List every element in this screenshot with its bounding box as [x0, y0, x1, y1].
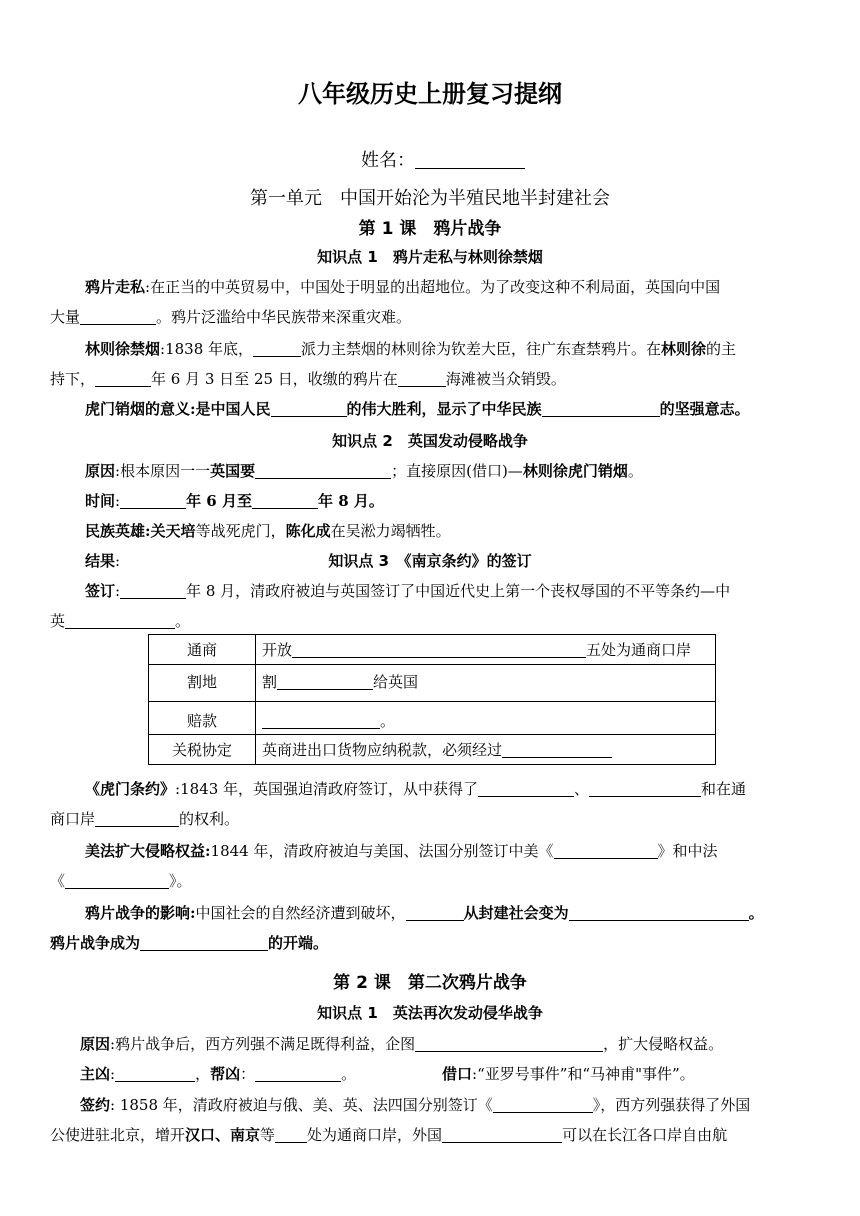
para-bold-text: 汉口、南京: [185, 1126, 261, 1144]
para-text: :: [110, 1065, 116, 1083]
para-text: 英: [50, 612, 66, 630]
fill-blank: [292, 642, 586, 658]
para-bold-text: 林则徐: [661, 340, 707, 358]
para-war-time: [85, 490, 384, 511]
table-key-cell: 割地: [149, 665, 256, 702]
para-text: :: [115, 552, 121, 570]
fill-blank: [80, 309, 156, 325]
para-text: 商口岸: [50, 810, 96, 828]
table-value-cell: [256, 735, 716, 765]
fill-blank: [271, 401, 347, 417]
para-pretext: [442, 1063, 695, 1084]
cell-text: 。: [380, 712, 396, 730]
para-second-war-cause: [80, 1033, 723, 1054]
fill-blank: [120, 493, 186, 509]
para-text: 。: [748, 904, 764, 922]
table-row: [149, 702, 716, 735]
para-text: 。: [175, 612, 191, 630]
fill-blank: [502, 742, 612, 758]
para-text: 年 8 月，清政府被迫与英国签订了中国近代史上第一个丧权辱国的不平等条约—中: [186, 582, 731, 600]
fill-blank: [275, 1127, 307, 1143]
para-text: :鸦片战争后，西方列强不满足既得利益，企图: [110, 1035, 416, 1053]
fill-blank: [478, 781, 574, 797]
para-text: 派力主禁烟的林则徐为钦差大臣，往广东查禁鸦片。在: [301, 340, 662, 358]
nanjing-treaty-table: [148, 634, 716, 765]
para-text: 》，西方列强获得了外国: [592, 1096, 751, 1114]
fill-blank: [415, 1036, 603, 1052]
para-label: 原因: [85, 462, 116, 480]
para-text: ，扩大侵略权益。: [603, 1035, 724, 1053]
para-text: ；直接原因(借口)—: [391, 462, 523, 480]
para-text: 大量: [50, 308, 81, 326]
table-row: [149, 665, 716, 702]
hero-name: 关天培: [150, 522, 196, 540]
knowledge-point-2-1: 知识点 1 英法再次发动侵华战争: [317, 1004, 543, 1022]
fill-blank: [569, 905, 749, 921]
para-war-impact-line2: [50, 932, 328, 953]
para-culprits: [80, 1063, 356, 1084]
table-value-cell: [256, 665, 716, 702]
para-text: 海滩被当众销毁。: [445, 370, 566, 388]
para-label: 鸦片走私: [85, 278, 146, 296]
table-value-cell: [256, 635, 716, 665]
para-text: : 1858 年，清政府被迫与俄、美、英、法四国分别签订《: [110, 1096, 493, 1114]
para-label: 《虎门条约》: [85, 780, 176, 798]
para-text: 等: [260, 1126, 276, 1144]
knowledge-point-1-3: 知识点 3 《南京条约》的签订: [328, 552, 532, 570]
para-tianjin-treaty-line2: [50, 1124, 727, 1145]
para-text: 的伟大胜利，显示了中华民族: [346, 400, 542, 418]
para-text: 、: [574, 780, 590, 798]
para-text: 虎门销烟的意义:是中国人民: [85, 400, 271, 418]
cell-text: 开放: [262, 641, 293, 659]
name-label: 姓名：: [361, 150, 415, 171]
para-text: :1838 年底，: [160, 340, 254, 358]
fill-blank: [95, 371, 151, 387]
fill-blank: [115, 1066, 195, 1082]
para-text: 。: [341, 1065, 357, 1083]
para-text: 处为通商口岸，外国: [307, 1126, 443, 1144]
fill-blank: [398, 371, 446, 387]
para-text: :“亚罗号事件”和“马神甫"事件”。: [472, 1065, 695, 1083]
para-label: 帮凶: [210, 1065, 241, 1083]
knowledge-point-1-2: 知识点 2 英国发动侵略战争: [332, 432, 528, 450]
table-row: [149, 635, 716, 665]
name-line: [361, 146, 525, 172]
fill-blank: [262, 713, 380, 729]
lesson-1-title: 第 1 课 鸦片战争: [358, 219, 502, 239]
fill-blank: [589, 781, 701, 797]
para-text: 可以在长江各口岸自由航: [562, 1126, 728, 1144]
para-us-france-line1: [85, 840, 718, 861]
table-key-cell: 关税协定: [149, 735, 256, 765]
fill-blank: [442, 1127, 562, 1143]
para-label: 美法扩大侵略权益:: [85, 842, 211, 860]
fill-blank: [65, 613, 175, 629]
para-label: 主凶: [80, 1065, 111, 1083]
para-text: 鸦片战争成为: [50, 934, 141, 952]
para-opium-smuggling-line1: [85, 276, 720, 297]
para-text: 从封建社会变为: [463, 904, 569, 922]
fill-blank: [253, 341, 301, 357]
hero-name: 陈化成: [285, 522, 331, 540]
para-text: 公使进驻北京，增开: [50, 1126, 186, 1144]
para-text: 年 6 月至: [186, 492, 252, 510]
table-key-cell: 通商: [149, 635, 256, 665]
para-label: 签订: [85, 582, 116, 600]
para-text: ：: [240, 1065, 256, 1083]
para-text: 《: [50, 872, 66, 890]
para-text: 的坚强意志。: [659, 400, 750, 418]
cell-text: 割: [262, 673, 278, 691]
para-text: 》和中法: [657, 842, 718, 860]
para-humen-significance: [85, 398, 750, 419]
para-bold-text: 英国要: [210, 462, 256, 480]
lesson-2-title: 第 2 课 第二次鸦片战争: [333, 973, 527, 993]
table-row: [149, 735, 716, 765]
para-label: 时间: [85, 492, 116, 510]
para-humen-treaty-line1: [85, 778, 746, 799]
page-title: 八年级历史上册复习提纲: [298, 80, 562, 108]
para-text: 持下，: [50, 370, 96, 388]
table-value-cell: [256, 702, 716, 735]
table-key-cell: 赔款: [149, 702, 256, 735]
para-tianjin-treaty-line1: [80, 1094, 750, 1115]
para-text: :: [115, 582, 121, 600]
fill-blank: [493, 1097, 593, 1113]
para-text: 年 6 月 3 日至 25 日，收缴的鸦片在: [151, 370, 398, 388]
fill-blank: [406, 905, 464, 921]
para-humen-treaty-line2: [50, 808, 239, 829]
para-text: 的主: [706, 340, 737, 358]
para-text: 年 8 月。: [317, 492, 384, 510]
para-label: 民族英雄:: [85, 522, 151, 540]
unit-1-title: 第一单元 中国开始沦为半殖民地半封建社会: [250, 188, 610, 209]
para-text: 等战死虎门，: [195, 522, 286, 540]
para-label: 签约: [80, 1096, 111, 1114]
para-text: :在正当的中英贸易中，中国处于明显的出超地位。为了改变这种不利局面，英国向中国: [145, 278, 721, 296]
para-text: 。: [627, 462, 643, 480]
knowledge-point-1-1: 知识点 1 鸦片走私与林则徐禁烟: [317, 248, 543, 266]
para-war-cause: [85, 460, 643, 481]
para-text: 和在通: [701, 780, 747, 798]
para-label: 鸦片战争的影响:: [85, 904, 196, 922]
fill-blank: [277, 674, 373, 690]
para-lin-zexu-line1: [85, 338, 736, 359]
para-text: 的权利。: [179, 810, 240, 828]
cell-text: 英商进出口货物应纳税款，必须经过: [262, 741, 503, 759]
name-blank: [415, 150, 525, 169]
para-opium-smuggling-line2: [50, 306, 411, 327]
para-text: 1844 年，清政府被迫与美国、法国分别签订中美《: [210, 842, 554, 860]
fill-blank: [255, 1066, 341, 1082]
para-bold-text: 林则徐虎门销烟: [522, 462, 628, 480]
para-text: 中国社会的自然经济遭到破坏，: [195, 904, 406, 922]
para-text: 的开端。: [268, 934, 329, 952]
cell-text: 五处为通商口岸: [586, 641, 692, 659]
para-us-france-line2: [50, 870, 192, 891]
para-national-heroes: [85, 520, 451, 541]
para-label: 借口: [442, 1065, 473, 1083]
para-text: :1843 年，英国强迫清政府签订，从中获得了: [175, 780, 479, 798]
fill-blank: [140, 935, 268, 951]
para-text: :根本原因一一: [115, 462, 211, 480]
para-war-impact-line1: [85, 902, 764, 923]
para-text: 。鸦片泛滥给中华民族带来深重灾难。: [156, 308, 412, 326]
para-label: 原因: [80, 1035, 111, 1053]
fill-blank: [95, 811, 179, 827]
para-label: 林则徐禁烟: [85, 340, 161, 358]
fill-blank: [120, 583, 186, 599]
para-text: ，: [195, 1065, 211, 1083]
para-text: :: [115, 492, 121, 510]
fill-blank: [255, 463, 391, 479]
fill-blank: [65, 873, 169, 889]
para-lin-zexu-line2: [50, 368, 566, 389]
fill-blank: [542, 401, 660, 417]
fill-blank: [252, 493, 318, 509]
para-text: 在吴淞力竭牺牲。: [330, 522, 451, 540]
para-label: 结果: [85, 552, 116, 570]
para-treaty-signing-line2: [50, 610, 190, 631]
para-treaty-signing-line1: [85, 580, 730, 601]
cell-text: 给英国: [373, 673, 419, 691]
fill-blank: [554, 843, 658, 859]
para-text: 》。: [169, 872, 192, 890]
